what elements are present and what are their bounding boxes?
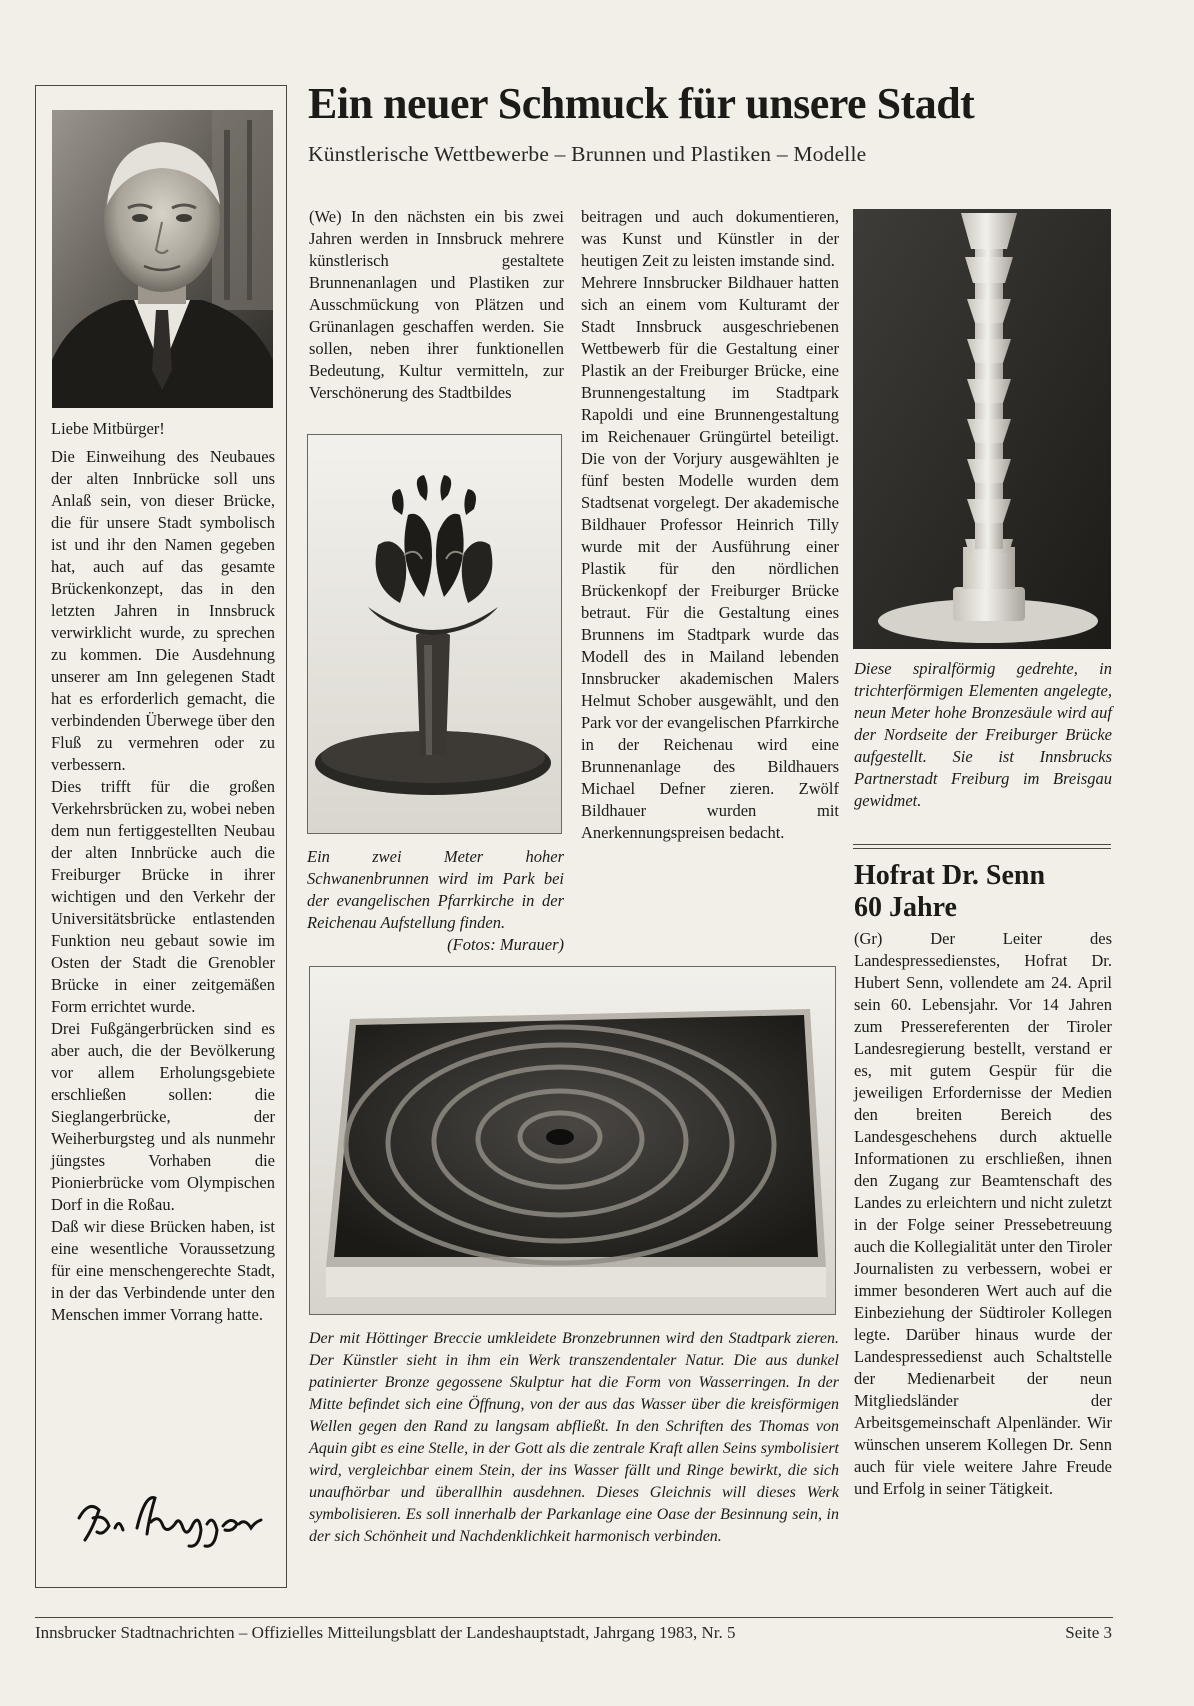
bronze-column-caption: Diese spiralförmig gedrehte, in trichterförmigen Elementen angelegte, neun Meter hohe Bronzesäule wird auf der Nordseite der Freiburger Brücke aufgestellt. Sie ist Innsbrucks Partnerstadt Freiburg im Breisgau gewidmet. <box>854 659 1112 810</box>
article-paragraph: beitragen und auch dokumentieren, was Kunst und Künstler in der heutigen Zeit zu leisten imstande sind. <box>581 207 839 270</box>
letter-paragraph: Die Einweihung des Neubaues der alten Innbrücke soll uns Anlaß sein, von dieser Brücke, die für unsere Stadt symbolisch ist und ihr den Namen gegeben hat, auch auf das gesamte Brückenkonzept, das in den letzten Jahren in Innsbruck verwirklicht wurde, zu sprechen zu kommen. Die Ausdehnung unserer am Inn gelegenen Stadt hat es erforderlich gemacht, die verbindenden Überwege über den Fluß zu vermehren oder zu verbessern. <box>51 447 275 774</box>
swan-caption-text: Ein zwei Meter hoher Schwanenbrunnen wird im Park bei der evangelischen Pfarrkirche in der Reichenau Aufstellung finden. <box>307 847 564 932</box>
senn-headline <box>854 860 1112 924</box>
mayor-signature <box>75 1488 265 1552</box>
ring-fountain-caption: Der mit Höttinger Breccie umkleidete Bronzebrunnen wird den Stadtpark zieren. Der Künstler sieht in ihm ein Werk transzendentaler Natur. Die aus dunkel patinierter Bronze gegossene Skulptur hat die Form von Wasserringen. In der Mitte befindet sich eine Öffnung, von der aus das Wasser über die kreisförmigen Wellen gegen den Rand zu langsam abfließt. In den Schriften des Thomas von Aquin gibt es eine Stelle, in der Gott als die zentrale Kraft allen Seins symbolisiert wird, vergleichbar einem Stein, der ins Wasser fällt und Ringe bewirkt, die sich unaufhörbar und überallhin ausdehnen. Dieses Gleichnis will dieses Werk symbolisieren. Es soll innerhalb der Parkanlage eine Oase der Besinnung sein, in der sich Schönheit und Nachdenklichkeit harmonisch verbinden. <box>309 1330 839 1545</box>
bronze-column-photo <box>853 209 1111 649</box>
letter-paragraph: Dies trifft für die großen Verkehrsbrücken zu, wobei neben dem nun fertiggestellten Neubau der alten Innbrücke auch die Freiburger Brücke in ihrer wichtigen und den Verkehr der Universitätsbrücke entlastenden Funktion neu gebaut sowie im Osten der Stadt die Grenobler Brücke in einer zeitgemäßen Form errichtet wurde. <box>51 777 275 1016</box>
footer-divider <box>35 1617 1113 1618</box>
ring-fountain-photo <box>309 966 836 1315</box>
article-subheadline: Künstlerische Wettbewerbe – Brunnen und Plastiken – Modelle <box>308 142 867 166</box>
letter-paragraph: Daß wir diese Brücken haben, ist eine wesentliche Voraussetzung für eine menschengerechte Stadt, in der das Verbindende unter den Menschen immer Vorrang hatte. <box>51 1217 275 1324</box>
section-divider <box>853 844 1111 845</box>
senn-headline-line: Hofrat Dr. Senn <box>854 860 1046 891</box>
article-column-1: (We) In den nächsten ein bis zwei Jahren werden in Innsbruck mehrere künstlerisch gestaltete Brunnenanlagen und Plastiken zur Ausschmückung von Plätzen und Grünanlagen geschaffen werden. Sie sollen, neben ihrer funktionellen Bedeutung, Kultur vermitteln, zur Verschönerung des Stadtbildes <box>309 207 564 402</box>
swan-fountain-caption <box>307 846 564 956</box>
page-number: Seite 3 <box>1065 1623 1112 1642</box>
photo-credit: (Fotos: Murauer) <box>447 935 564 954</box>
senn-article-text: (Gr) Der Leiter des Landespressedienstes, Hofrat Dr. Hubert Senn, vollendete am 24. April sein 60. Lebensjahr. Vor 14 Jahren zum Pressereferenten der Tiroler Landesregierung bestellt, verstand er es, mit gutem Gespür für die jeweiligen Erfordernisse der Medien den breiten Bereich des Landesgeschehens durch aktuelle Informationen zu erschließen, ihnen den Zugang zur Beamtenschaft des Landes zu erleichtern und nicht zuletzt in der Folge seiner Pressebetreuung auch die Kollegialität unter den Tiroler Journalisten zu verbessern, wobei er immer besonderen Wert auch auf die Einbeziehung der Südtiroler Kollegen legte. Darüber hinaus wurde der Landespressedienst auch Schaltstelle der Medienarbeit der neun Mitgliedsländer der Arbeitsgemeinschaft Alpenländer. Wir wünschen unserem Kollegen Dr. Senn auch für viele weitere Jahre Freude und Erfolg in seiner Tätigkeit. <box>854 929 1112 1498</box>
article-column-2 <box>581 206 839 844</box>
swan-fountain-photo <box>307 434 562 834</box>
senn-headline-line: 60 Jahre <box>854 892 957 923</box>
letter-salutation: Liebe Mitbürger! <box>51 419 165 438</box>
footer-publication: Innsbrucker Stadtnachrichten – Offizielles Mitteilungsblatt der Landeshauptstadt, Jahrgang 1983, Nr. 5 <box>35 1623 736 1642</box>
article-paragraph: Mehrere Innsbrucker Bildhauer hatten sich an einem vom Kulturamt der Stadt Innsbruck ausgeschriebenen Wettbewerb für die Gestaltung einer Plastik an der Freiburger Brücke, eine Brunnengestaltung im Stadtpark Rapoldi und eine Brunnengestaltung im Reichenauer Grüngürtel beteiligt. Die von der Vorjury ausgewählten je fünf besten Modelle wurden dem Stadtsenat vorgelegt. Der akademische Bildhauer Professor Heinrich Tilly wurde mit der Ausführung einer Plastik für den nördlichen Brückenkopf der Freiburger Brücke betraut. Für die Gestaltung eines Brunnens im Stadtpark wurde das Modell des in Mailand lebenden Innsbrucker akademischen Malers Helmut Schober ausgewählt, und den Park vor der evangelischen Pfarrkirche in der Reichenau wird eine Brunnenanlage des Bildhauers Michael Defner zieren. Zwölf Bildhauer wurden mit Anerkennungspreisen bedacht. <box>581 273 839 842</box>
letter-paragraph: Drei Fußgängerbrücken sind es aber auch, die der Bevölkerung vor allem Erholungsgebiete erschließen sollen: die Sieglangerbrücke, der Weiherburgsteg und als nunmehr jüngstes Vorhaben die Pionierbrücke vom Olympischen Dorf in die Roßau. <box>51 1019 275 1214</box>
article-headline: Ein neuer Schmuck für unsere Stadt <box>308 79 975 128</box>
mayor-portrait-photo <box>52 110 273 408</box>
mayor-letter-text <box>51 418 275 1326</box>
section-divider <box>853 848 1111 849</box>
